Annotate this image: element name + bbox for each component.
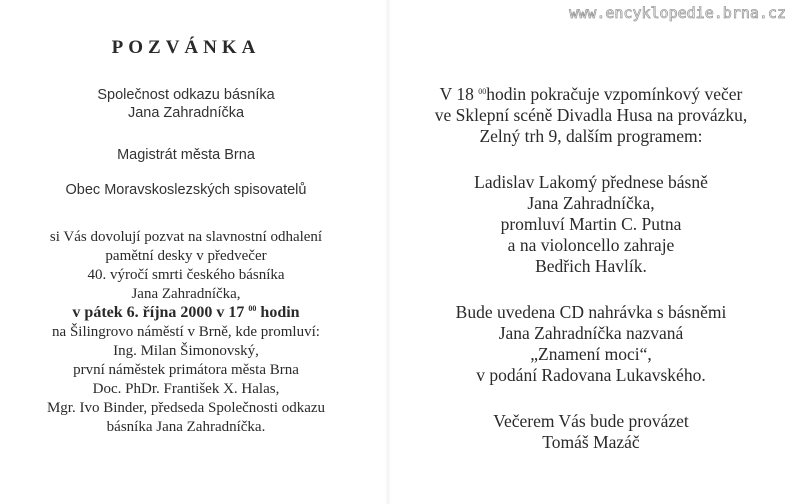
body-line: si Vás dovolují pozvat na slavnostní odhalení <box>49 229 323 245</box>
program-line: Ladislav Lakomý přednese básně <box>474 172 708 192</box>
program-line: Bude uvedena CD nahrávka s básněmi <box>455 302 727 322</box>
body-line: 40. výročí smrti českého básníka <box>87 267 285 283</box>
program-line: Zelný trh 9, dalším programem: <box>479 126 703 146</box>
time-sup: 00 <box>478 87 487 96</box>
program-line: Večerem Vás bude provázet <box>493 411 689 431</box>
watermark: www.encyklopedie.brna.cz <box>569 4 786 22</box>
page-fold <box>385 0 391 504</box>
program-line: Bedřich Havlík. <box>535 256 647 276</box>
program-line: v podání Radovana Lukavského. <box>476 365 706 385</box>
organizer-line: Obec Moravskoslezských spisovatelů <box>65 182 307 198</box>
speaker-line: Ing. Milan Šimonovský, <box>113 343 259 359</box>
time-text: V 18 <box>439 84 474 104</box>
speaker-line: první náměstek primátora města Brna <box>73 362 299 378</box>
organizer-line: Společnost odkazu básníka <box>97 87 275 103</box>
organizer-line: Magistrát města Brna <box>117 147 255 163</box>
program-line: promluví Martin C. Putna <box>500 214 682 234</box>
program-line: Jana Zahradníčka nazvaná <box>498 323 684 343</box>
date-sup: 00 <box>248 304 257 313</box>
event-date <box>72 305 299 321</box>
speaker-line: Mgr. Ivo Binder, předseda Společnosti odkazu <box>46 400 326 416</box>
body-line: Jana Zahradníčka, <box>131 286 241 302</box>
program-line: Jana Zahradníčka, <box>527 193 655 213</box>
speaker-line: Doc. PhDr. František X. Halas, <box>92 381 280 397</box>
body-line: pamětní desky v předvečer <box>105 248 267 264</box>
program-line: a na violoncello zahraje <box>507 235 675 255</box>
organizer-line: Jana Zahradníčka <box>127 105 245 121</box>
program-line: ve Sklepní scéně Divadla Husa na provázku, <box>434 105 748 125</box>
program-line <box>440 86 743 104</box>
body-line: na Šilingrovo náměstí v Brně, kde promluví: <box>52 324 320 340</box>
date-text: v pátek 6. října 2000 v 17 <box>72 304 245 321</box>
program-line: „Znamení moci“, <box>530 344 652 364</box>
invitation-title: POZVÁNKA <box>111 37 261 58</box>
speaker-line: básníka Jana Zahradníčka. <box>106 419 266 435</box>
program-line: Tomáš Mazáč <box>542 432 640 452</box>
date-hours: hodin <box>260 304 300 321</box>
program-text: hodin pokračuje vzpomínkový večer <box>486 84 743 104</box>
